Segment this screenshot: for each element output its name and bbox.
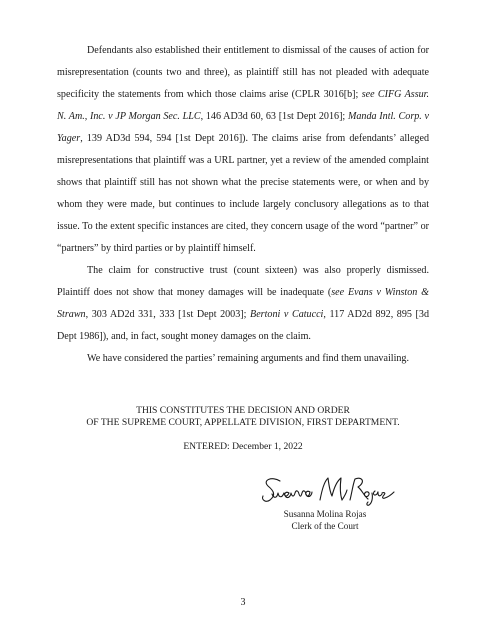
case-citation: Bertoni v Catucci (250, 309, 324, 320)
paragraph-misrepresentation (57, 40, 429, 260)
page-number: 3 (240, 597, 246, 608)
opinion-body (57, 40, 429, 370)
clerk-signature-block (265, 508, 385, 532)
decision-line-1: THIS CONSTITUTES THE DECISION AND ORDER (136, 405, 350, 416)
text-run: , 146 AD3d 60, 63 [1st Dept 2016]; (200, 111, 348, 122)
text-run: , 303 AD2d 331, 333 [1st Dept 2003]; (85, 309, 251, 320)
decision-line-2: OF THE SUPREME COURT, APPELLATE DIVISION, FIRST DEPARTMENT. (86, 417, 400, 428)
paragraph-remaining-arguments (57, 348, 429, 370)
case-citation: Manda Intl. Corp. v Yager (57, 111, 430, 144)
text-run: The claim for constructive trust (count sixteen) was also properly dismissed. Plaintiff does not show that money damages will be inadequate ( (57, 265, 429, 298)
text-run: We have considered the parties’ remaining arguments and find them unavailing. (87, 353, 409, 364)
text-run: Defendants also established their entitlement to dismissal of the causes of action for misrepresentation (counts two and three), as plaintiff still has not pleaded with adequate specificity the statements from which those claims arise (CPLR 3016[b]; (57, 45, 429, 100)
case-citation: see Evans v Winston & Strawn (57, 287, 430, 320)
case-citation: see CIFG Assur. N. Am., Inc. v JP Morgan Sec. LLC (57, 89, 430, 122)
clerk-name: Susanna Molina Rojas (283, 509, 367, 519)
clerk-title: Clerk of the Court (291, 521, 359, 531)
handwritten-signature (258, 472, 398, 508)
text-run: , 139 AD3d 594, 594 [1st Dept 2016]). The claims arise from defendants’ alleged misrepresentations that plaintiff was a URL partner, yet a review of the amended complaint shows that plaintiff still has not shown what the precise statements were, or when and by whom they were made, but continues to include largely conclusory allegations as to that issue. To the extent specific instances are cited, they concern usage of the word “partner” or “partners” by third parties or by plaintiff himself. (57, 133, 429, 254)
paragraph-constructive-trust (57, 260, 429, 348)
text-run: , 117 AD2d 892, 895 [3d Dept 1986]), and, in fact, sought money damages on the claim. (57, 309, 429, 342)
decision-statement (0, 405, 486, 429)
entered-date: ENTERED: December 1, 2022 (183, 441, 303, 452)
